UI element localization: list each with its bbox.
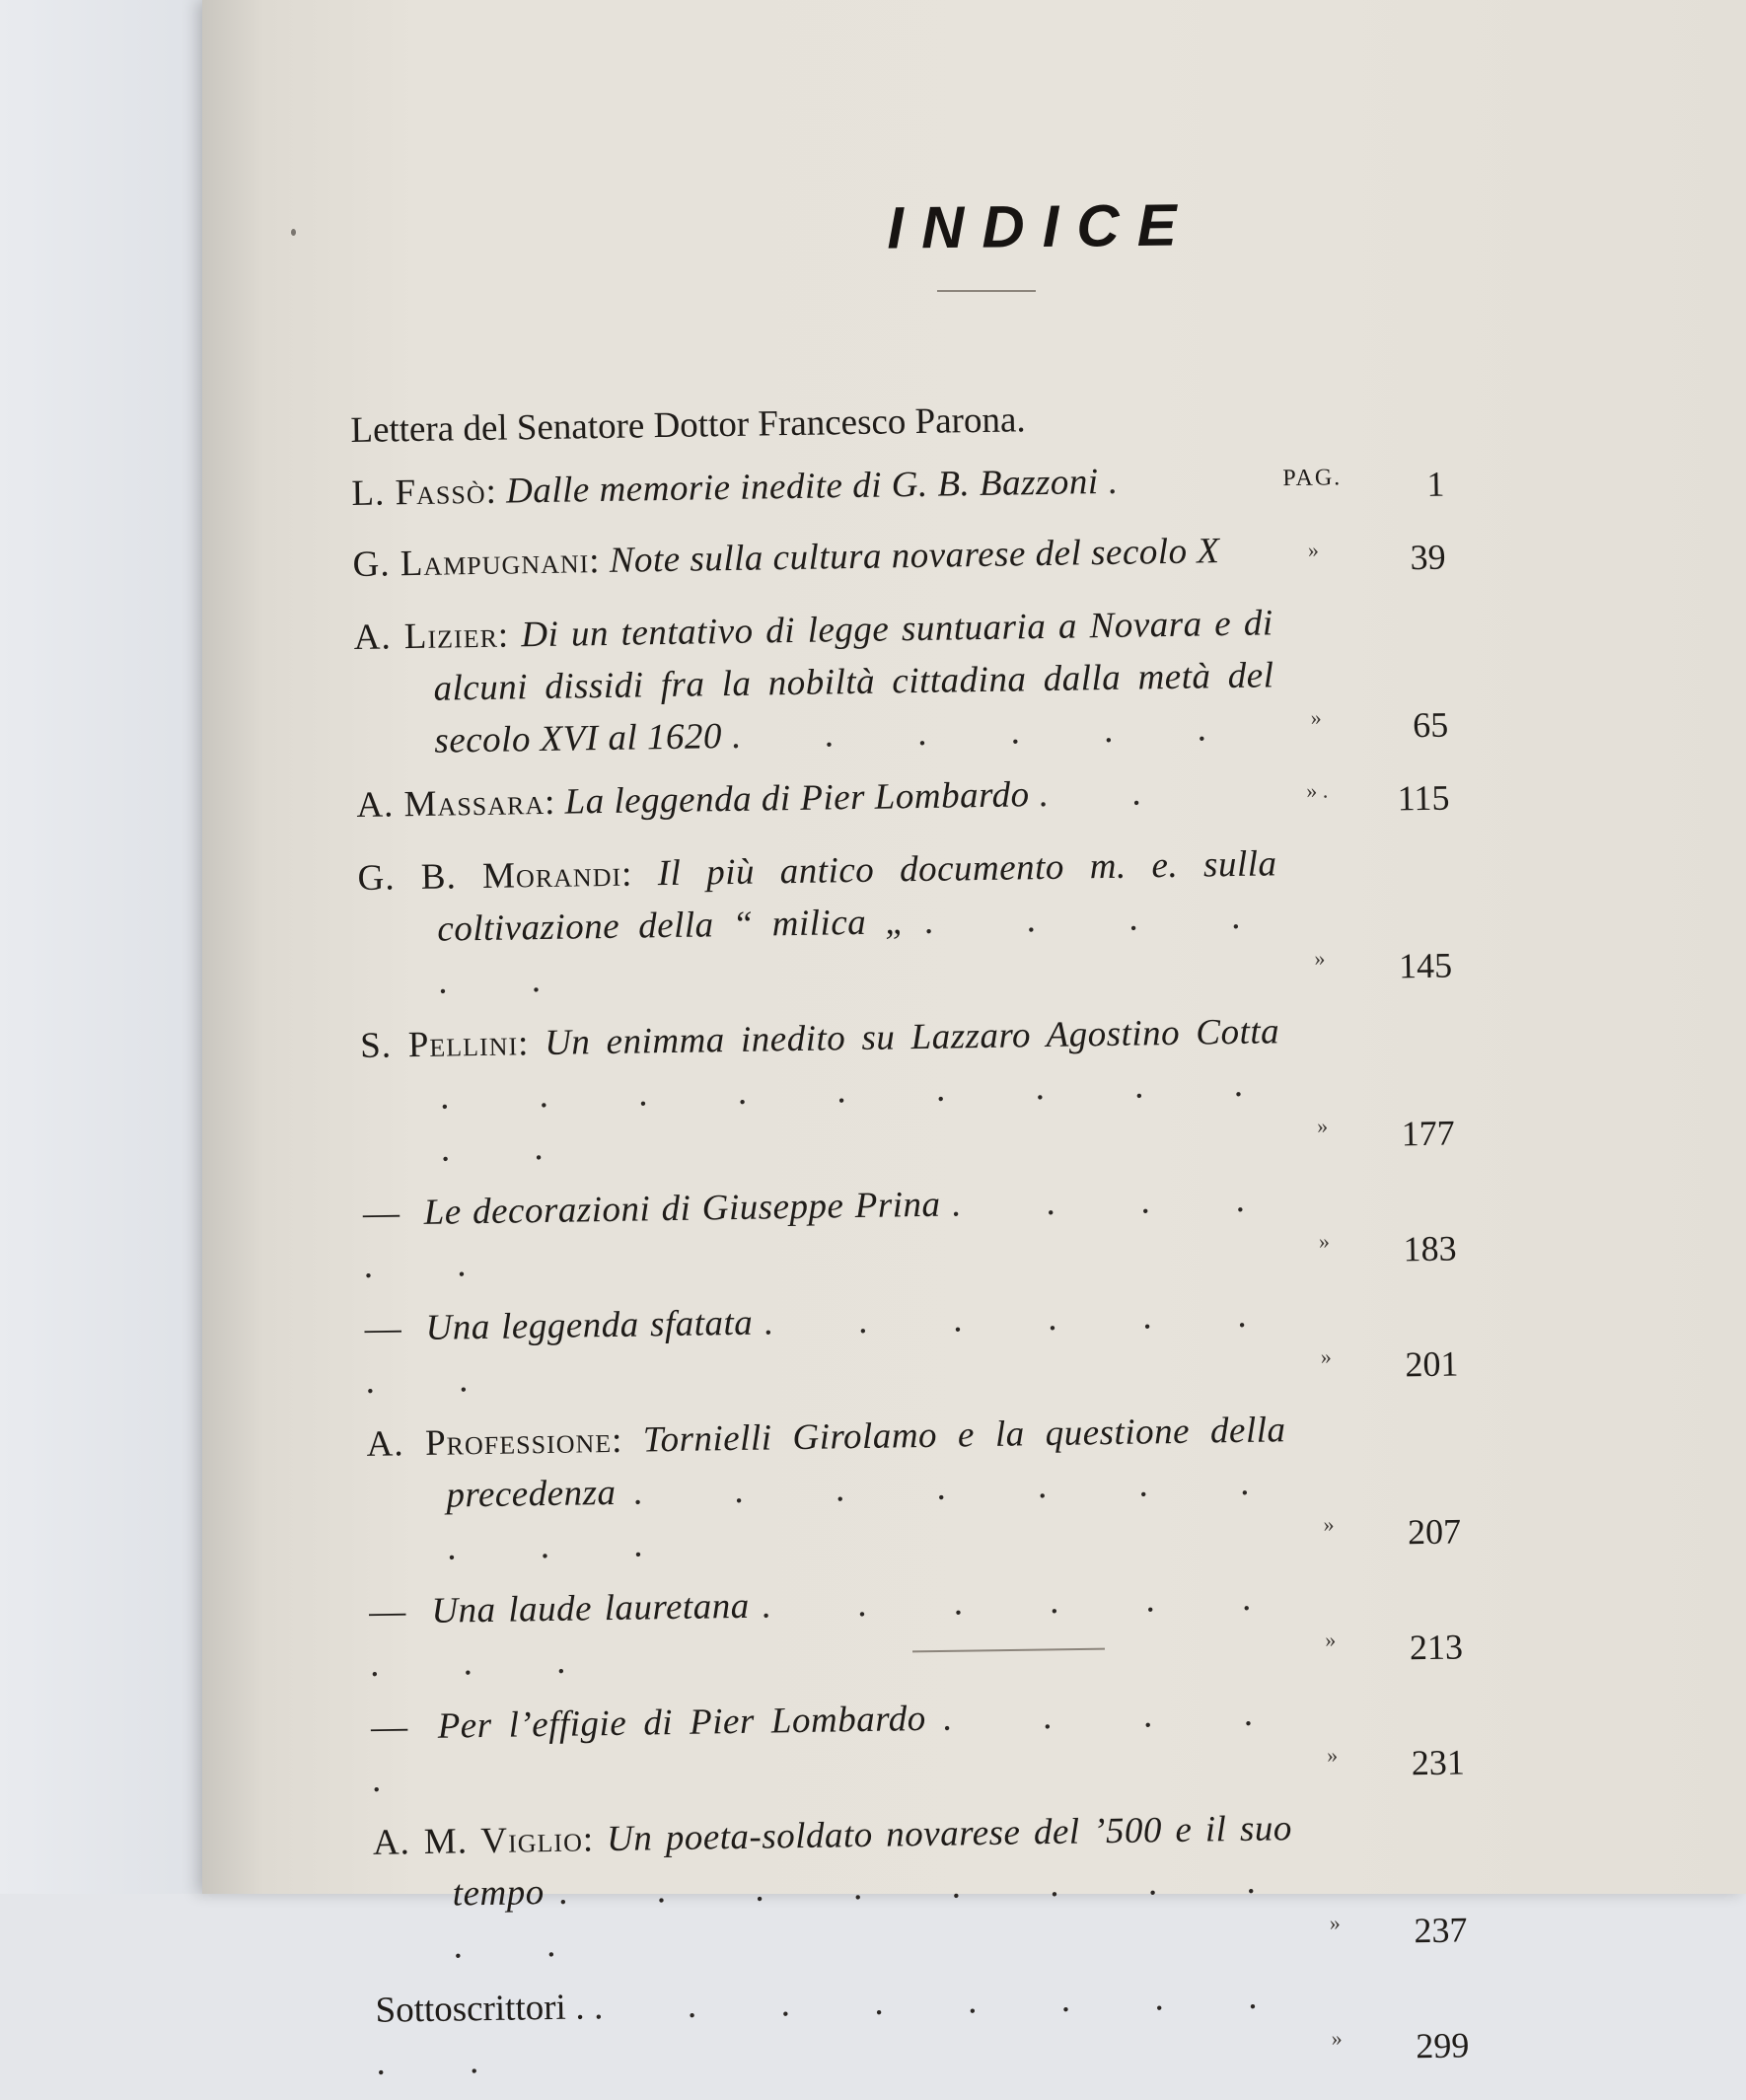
toc-entry [360, 1002, 1496, 1177]
leader-dots: . . . . . . . . . . [453, 1860, 1293, 1967]
pag-label: PAG. [1282, 465, 1343, 492]
ditto-mark: » [1325, 1627, 1337, 1652]
entry-author: L. Fassò: [351, 471, 498, 514]
toc-entry [357, 834, 1493, 1009]
page-title: INDICE [886, 191, 1196, 261]
ditto-mark: » . [1306, 777, 1329, 803]
toc-entry [375, 1967, 1511, 2089]
page-number: 237 [1414, 1910, 1468, 1951]
entry-title: Un enimma inedito su Lazzaro Agostino Cotta [544, 1011, 1280, 1063]
page-number: 207 [1407, 1511, 1462, 1553]
entry-author: A. M. Viglio: [372, 1819, 595, 1863]
toc-entry [369, 1568, 1505, 1691]
page-number: 201 [1405, 1343, 1459, 1385]
toc-entry [364, 1285, 1500, 1408]
leader-dots: . . . . . . . . . [369, 1577, 1289, 1685]
entry-title: Il più antico documento m. e. sulla coltivazione della “ milica „ [437, 843, 1277, 950]
paper-speck [291, 229, 296, 236]
leader-dots: . . . . . [371, 1693, 1291, 1800]
leader-dots: . . [1038, 771, 1179, 816]
ditto-dash: — [362, 1193, 400, 1234]
entry-title: Tornielli Girolamo e la questione della precedenza [446, 1410, 1286, 1516]
entry-title: Note sulla cultura novarese del secolo X [609, 531, 1220, 581]
entry-title: Una leggenda sfatata [425, 1302, 754, 1348]
ditto-mark: » [1326, 1742, 1339, 1768]
page-number: 213 [1409, 1627, 1464, 1668]
book-page [202, 0, 1746, 2083]
entry-title: Dalle memorie inedite di G. B. Bazzoni [505, 462, 1099, 512]
page-number: 231 [1411, 1742, 1466, 1783]
ditto-mark: » [1331, 2025, 1343, 2051]
entry-title: Di un tentativo di legge suntuaria a Novara e di alcuni dissidi fra la nobiltà cittadina dalla metà del secolo XVI al 1620 [433, 603, 1274, 761]
ditto-mark: » [1329, 1910, 1341, 1935]
leader-dots: . . . . . . . . . . [446, 1462, 1287, 1568]
toc-entry [352, 521, 1488, 601]
table-of-contents [350, 387, 1511, 2100]
ditto-mark: » [1314, 945, 1326, 971]
entry-author: A. Professione: [366, 1419, 623, 1465]
ditto-mark: » [1310, 704, 1322, 730]
toc-entry [366, 1401, 1502, 1575]
leader-dots: . . . . . . . . . . [376, 1976, 1295, 2083]
entry-title: Sottoscrittori . [375, 1987, 585, 2031]
ditto-dash: — [368, 1591, 406, 1632]
leader-dots: . . . . . . . . . . . [439, 1063, 1281, 1170]
entry-author: A. Lizier: [353, 615, 510, 658]
entry-author: A. Massara: [356, 781, 556, 826]
page-number: 299 [1415, 2025, 1470, 2066]
page-number: 145 [1398, 945, 1453, 986]
toc-entry [356, 761, 1491, 841]
page-number: 39 [1410, 537, 1446, 578]
page-number: 115 [1397, 777, 1450, 819]
entry-author: G. B. Morandi: [357, 853, 633, 899]
toc-entry [351, 450, 1487, 528]
entry-title: La leggenda di Pier Lombardo [564, 774, 1030, 823]
entry-title: Lettera del Senatore Dottor Francesco Parona. [350, 399, 1026, 451]
toc-entry [350, 387, 1486, 457]
title-rule [937, 290, 1036, 292]
leader-dots: . [1107, 461, 1155, 502]
ditto-dash: — [370, 1706, 408, 1748]
ditto-mark: » [1316, 1113, 1329, 1138]
ditto-dash: — [364, 1308, 402, 1349]
toc-entry [353, 594, 1490, 768]
page-number: 183 [1403, 1228, 1457, 1269]
entry-title: Per l’effigie di Pier Lombardo [437, 1698, 927, 1747]
leader-dots: . . . . . . [363, 1179, 1283, 1286]
page-number: 65 [1412, 704, 1449, 746]
entry-author: S. Pellini: [359, 1023, 530, 1066]
page-number: 1 [1426, 464, 1445, 504]
entry-title: Una laude lauretana [431, 1585, 750, 1631]
toc-entry [371, 1684, 1507, 1806]
ditto-mark: » [1307, 537, 1320, 562]
toc-entry [372, 1799, 1508, 1974]
entry-author: G. Lampugnani: [352, 541, 601, 585]
toc-entry [362, 1170, 1498, 1292]
ditto-mark: » [1318, 1228, 1331, 1254]
ditto-mark: » [1323, 1511, 1335, 1537]
ditto-mark: » [1320, 1343, 1332, 1369]
entry-title: Le decorazioni di Giuseppe Prina [423, 1184, 941, 1233]
page-number: 177 [1401, 1113, 1456, 1154]
entry-title: Un poeta-soldato novarese del ’500 e il suo tempo [452, 1808, 1293, 1915]
leader-dots: . . . . . . [730, 707, 1245, 757]
leader-dots: . . . . . . [437, 896, 1278, 1002]
leader-dots: . . . . . . . . [365, 1294, 1284, 1402]
